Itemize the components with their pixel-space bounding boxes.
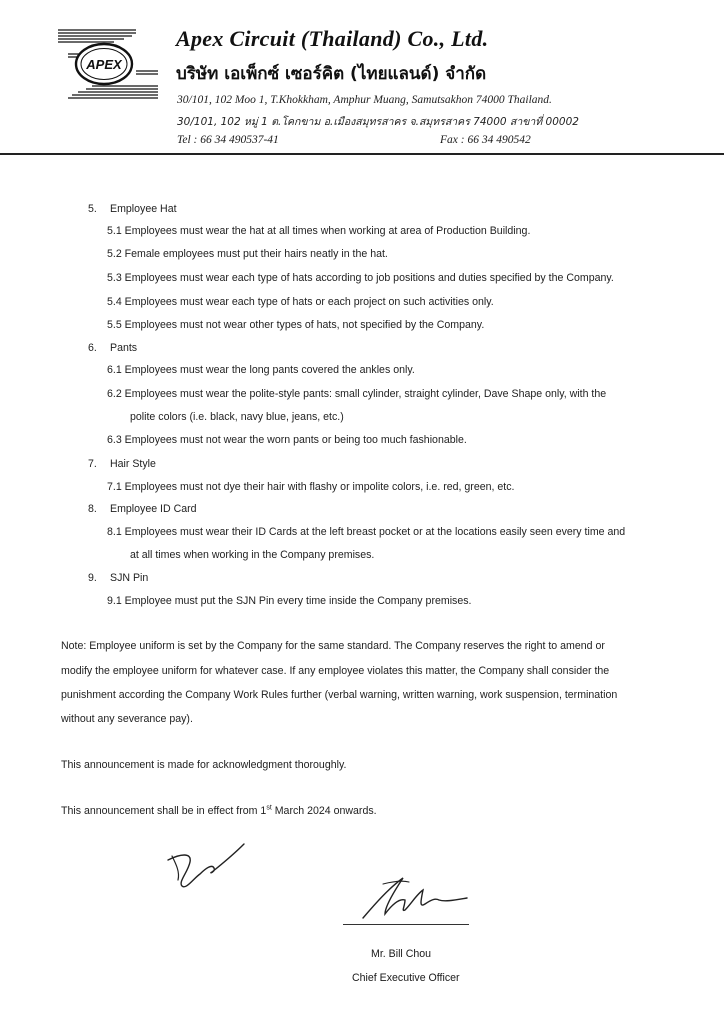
- acknowledgment-statement: This announcement is made for acknowledgment thoroughly.: [61, 759, 347, 771]
- address-thai: 30/101, 102 หมู่ 1 ต.โคกขาม อ.เมืองสมุทรสาคร จ.สมุทรสาคร 74000 สาขาที่ 00002: [177, 116, 579, 128]
- list-item: 6.3 Employees must not wear the worn pants or being too much fashionable.: [107, 434, 467, 446]
- note-line: modify the employee uniform for whatever case. If any employee violates this matter, the Company shall consider the: [61, 665, 610, 677]
- list-item-continuation: at all times when working in the Company premises.: [130, 549, 375, 561]
- list-item: 5.5 Employees must not wear other types of hats, not specified by the Company.: [107, 319, 485, 331]
- list-item: 6.2 Employees must wear the polite-style pants: small cylinder, straight cylinder, Dave Shape only, with the: [107, 388, 607, 400]
- list-item: 7.1 Employees must not dye their hair with flashy or impolite colors, i.e. red, green, etc.: [107, 481, 515, 493]
- section-heading: 7. Hair Style: [88, 458, 156, 470]
- letterhead: [0, 0, 724, 156]
- apex-logo: [52, 24, 170, 104]
- ceo-signature: [355, 870, 485, 925]
- list-item-continuation: polite colors (i.e. black, navy blue, jeans, etc.): [130, 411, 344, 423]
- logo-text: APEX: [86, 57, 122, 72]
- company-name: Apex Circuit (Thailand) Co., Ltd.: [176, 26, 489, 51]
- effective-date-statement: This announcement shall be in effect from 1st March 2024 onwards.: [61, 804, 377, 817]
- signatory-title: Chief Executive Officer: [352, 972, 460, 984]
- note-line: without any severance pay).: [61, 713, 193, 725]
- note-line: punishment according the Company Work Rules further (verbal warning, written warning, work suspension, termination: [61, 689, 618, 701]
- list-item: 5.1 Employees must wear the hat at all times when working at area of Production Building.: [107, 225, 531, 237]
- list-item: 6.1 Employees must wear the long pants covered the ankles only.: [107, 364, 415, 376]
- telephone: Tel : 66 34 490537-41: [177, 134, 279, 146]
- list-item: 5.2 Female employees must put their hairs neatly in the hat.: [107, 248, 388, 260]
- note-line: Note: Employee uniform is set by the Company for the same standard. The Company reserves the right to amend or: [61, 640, 605, 652]
- initials-signature: [150, 838, 260, 898]
- fax: Fax : 66 34 490542: [440, 134, 531, 146]
- signature-line: [343, 924, 469, 925]
- signatory-name: Mr. Bill Chou: [371, 948, 432, 960]
- list-item: 9.1 Employee must put the SJN Pin every time inside the Company premises.: [107, 595, 472, 607]
- header-divider: [0, 153, 724, 155]
- address-english: 30/101, 102 Moo 1, T.Khokkham, Amphur Muang, Samutsakhon 74000 Thailand.: [177, 94, 552, 106]
- list-item: 5.4 Employees must wear each type of hats or each project on such activities only.: [107, 296, 494, 308]
- section-heading: 9. SJN Pin: [88, 572, 149, 584]
- section-heading: 5. Employee Hat: [88, 203, 177, 215]
- section-heading: 6. Pants: [88, 342, 138, 354]
- list-item: 8.1 Employees must wear their ID Cards at the left breast pocket or at the locations easily seen every time and: [107, 526, 626, 538]
- list-item: 5.3 Employees must wear each type of hats according to job positions and duties specified by the Company.: [107, 272, 614, 284]
- company-name-thai: บริษัท เอเพ็กซ์ เซอร์คิต (ไทยแลนด์) จำกัด: [176, 64, 487, 84]
- section-heading: 8. Employee ID Card: [88, 503, 197, 515]
